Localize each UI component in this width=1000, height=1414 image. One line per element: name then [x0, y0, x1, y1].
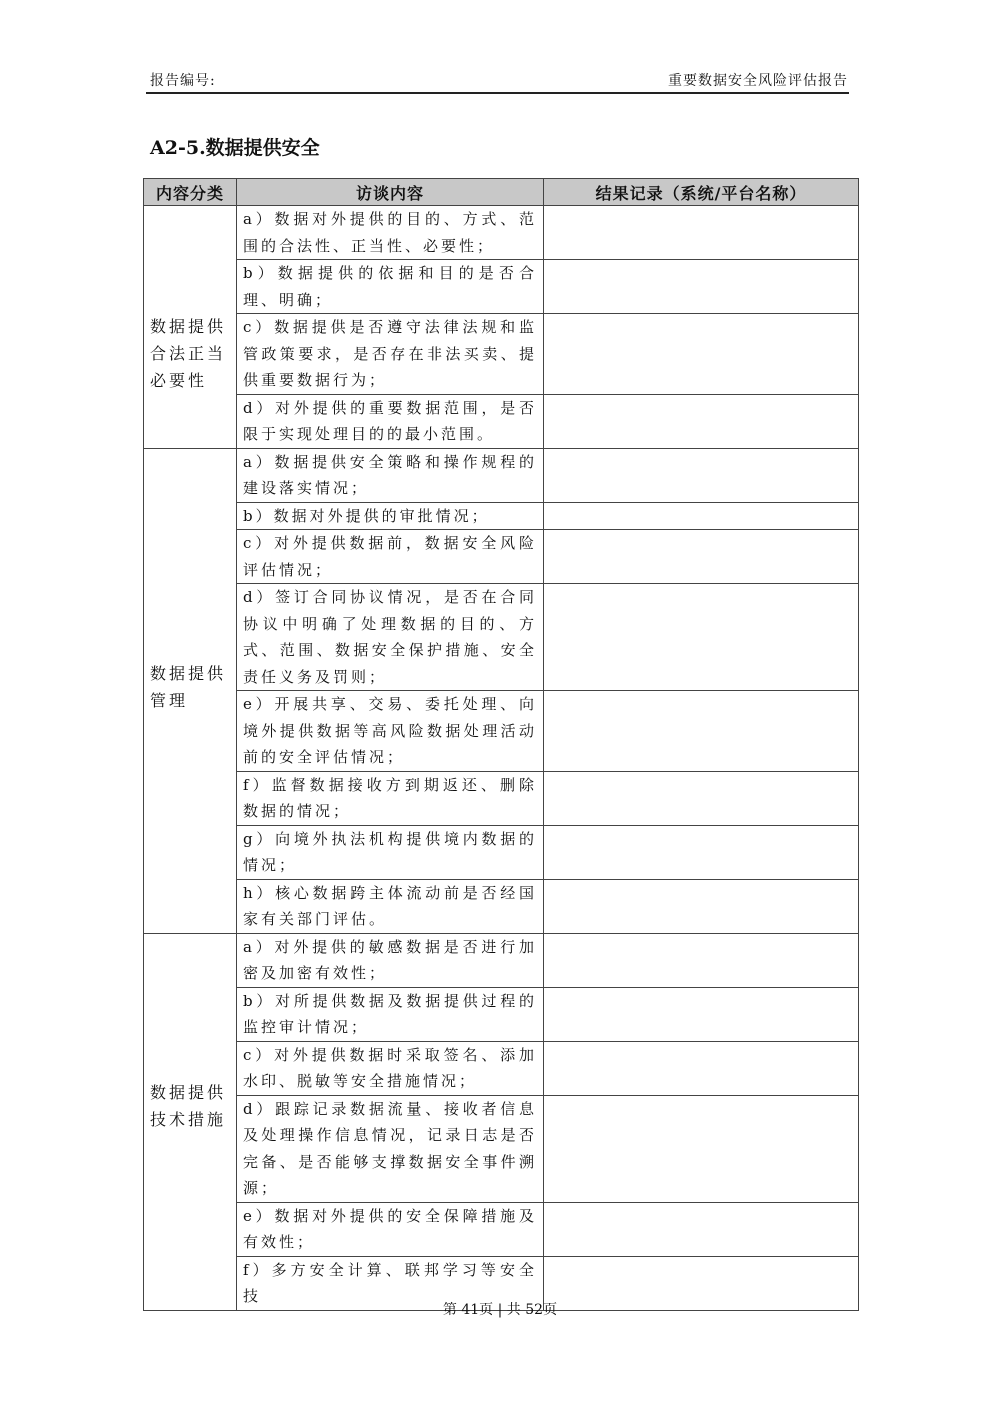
- interview-item: g）向境外执法机构提供境内数据的情况；: [237, 825, 544, 879]
- result-cell[interactable]: [544, 584, 859, 691]
- report-number-label: 报告编号:: [150, 73, 216, 89]
- interview-item: c）对外提供数据前，数据安全风险评估情况；: [237, 530, 544, 584]
- result-cell[interactable]: [544, 314, 859, 395]
- interview-item: b）数据提供的依据和目的是否合理、明确；: [237, 260, 544, 314]
- interview-item: c）数据提供是否遵守法律法规和监管政策要求，是否存在非法买卖、提供重要数据行为；: [237, 314, 544, 395]
- result-cell[interactable]: [544, 206, 859, 260]
- table-row: [144, 314, 859, 395]
- interview-item: d）跟踪记录数据流量、接收者信息及处理操作信息情况，记录日志是否完备、是否能够支撑数据安全事件溯源；: [237, 1095, 544, 1202]
- interview-item: d）签订合同协议情况，是否在合同协议中明确了处理数据的目的、方式、范围、数据安全保护措施、安全责任义务及罚则；: [237, 584, 544, 691]
- table-row: [144, 448, 859, 502]
- interview-item: f）多方安全计算、联邦学习等安全技: [237, 1256, 544, 1310]
- result-cell[interactable]: [544, 448, 859, 502]
- category-label: 数据提供合法正当必要性: [150, 317, 227, 390]
- result-cell[interactable]: [544, 260, 859, 314]
- table-row: [144, 691, 859, 772]
- interview-item: a）对外提供的敏感数据是否进行加密及加密有效性；: [237, 933, 544, 987]
- interview-item: b）对所提供数据及数据提供过程的监控审计情况；: [237, 987, 544, 1041]
- interview-item: b）数据对外提供的审批情况；: [237, 502, 544, 530]
- interview-item: e）开展共享、交易、委托处理、向境外提供数据等高风险数据处理活动前的安全评估情况；: [237, 691, 544, 772]
- result-cell[interactable]: [544, 771, 859, 825]
- header-divider: [146, 92, 849, 94]
- table-row: [144, 502, 859, 530]
- result-cell[interactable]: [544, 394, 859, 448]
- category-cell: [144, 206, 237, 449]
- interview-item: h）核心数据跨主体流动前是否经国家有关部门评估。: [237, 879, 544, 933]
- category-label: 数据提供管理: [150, 663, 227, 710]
- result-cell[interactable]: [544, 691, 859, 772]
- result-cell[interactable]: [544, 987, 859, 1041]
- category-cell: [144, 933, 237, 1310]
- table-row: [144, 260, 859, 314]
- page-number: 第 41页 | 共 52页: [442, 1302, 558, 1318]
- table-row: [144, 825, 859, 879]
- interview-item: c）对外提供数据时采取签名、添加水印、脱敏等安全措施情况；: [237, 1041, 544, 1095]
- table-row: [144, 987, 859, 1041]
- category-label: 数据提供技术措施: [150, 1082, 227, 1129]
- interview-item: d）对外提供的重要数据范围，是否限于实现处理目的的最小范围。: [237, 394, 544, 448]
- table-row: [144, 1095, 859, 1202]
- document-title: 重要数据安全风险评估报告: [668, 73, 848, 89]
- table-row: [144, 584, 859, 691]
- result-cell[interactable]: [544, 933, 859, 987]
- table-row: [144, 1202, 859, 1256]
- table-row: [144, 879, 859, 933]
- result-cell[interactable]: [544, 530, 859, 584]
- column-header-result: 结果记录（系统/平台名称）: [544, 179, 859, 206]
- interview-item: a）数据对外提供的目的、方式、范围的合法性、正当性、必要性；: [237, 206, 544, 260]
- table-row: [144, 771, 859, 825]
- interview-item: f）监督数据接收方到期返还、删除数据的情况；: [237, 771, 544, 825]
- result-cell[interactable]: [544, 1202, 859, 1256]
- interview-table: [143, 178, 859, 1311]
- interview-item: a）数据提供安全策略和操作规程的建设落实情况；: [237, 448, 544, 502]
- interview-item: e）数据对外提供的安全保障措施及有效性；: [237, 1202, 544, 1256]
- result-cell[interactable]: [544, 502, 859, 530]
- result-cell[interactable]: [544, 879, 859, 933]
- result-cell[interactable]: [544, 1041, 859, 1095]
- column-header-category: 内容分类: [144, 179, 237, 206]
- table-row: [144, 530, 859, 584]
- category-cell: [144, 448, 237, 933]
- table-header-row: [144, 179, 859, 206]
- table-row: [144, 1041, 859, 1095]
- table-row: [144, 394, 859, 448]
- result-cell[interactable]: [544, 825, 859, 879]
- table-row: [144, 206, 859, 260]
- result-cell[interactable]: [544, 1095, 859, 1202]
- section-title: A2-5.数据提供安全: [150, 137, 320, 159]
- column-header-interview: 访谈内容: [237, 179, 544, 206]
- table-row: [144, 933, 859, 987]
